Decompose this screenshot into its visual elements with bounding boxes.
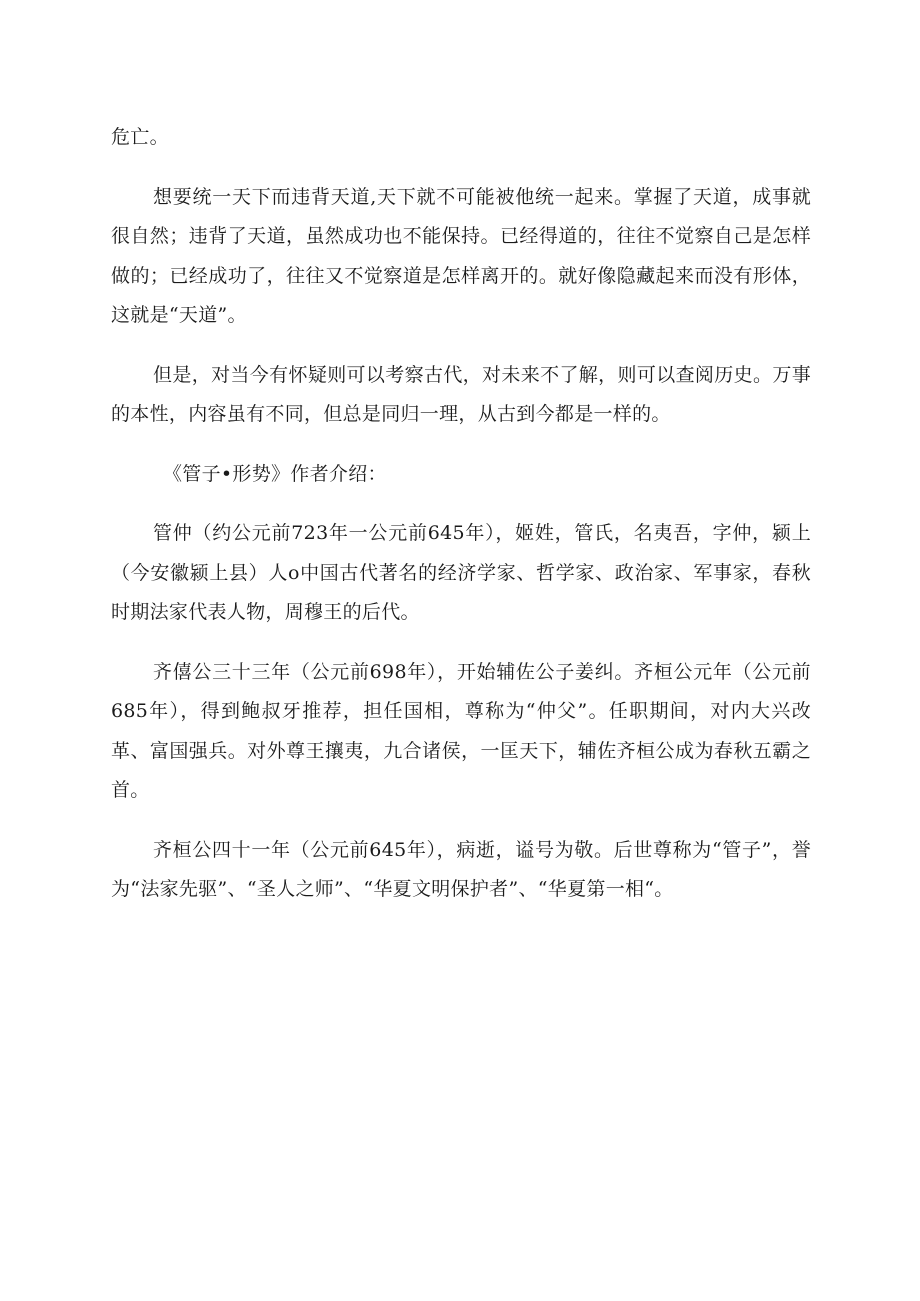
document-body	[111, 118, 811, 930]
author-intro-heading: 《管子•形势》作者介绍：	[163, 462, 387, 485]
paragraph-guanzhong-death: 齐桓公四十一年（公元前645年），病逝，谥号为敬。后世尊称为“管子”，誉为“法家先驱”、“圣人之师”、“华夏文明保护者”、“华夏第一相“。	[111, 838, 811, 900]
paragraph-tiandao: 想要统一天下而违背天道,天下就不可能被他统一起来。掌握了天道，成事就很自然；违背了天道，虽然成功也不能保持。已经得道的，往往不觉察自己是怎样做的；已经成功了，往往又不觉察道是怎样离开的。就好像隐藏起来而没有形体，这就是“天道”。	[111, 185, 811, 326]
paragraph-history: 但是，对当今有怀疑则可以考察古代，对未来不了解，则可以查阅历史。万事的本性，内容虽有不同，但总是同归一理，从古到今都是一样的。	[111, 363, 811, 425]
paragraph-guanzhong-career: 齐僖公三十三年（公元前698年），开始辅佐公子姜纠。齐桓公元年（公元前685年），得到鲍叔牙推荐，担任国相，尊称为“仲父”。任职期间，对内大兴改革、富国强兵。对外尊王攘夷，九合诸侯，一匡天下，辅佐齐桓公成为春秋五霸之首。	[111, 660, 811, 801]
paragraph-continuation: 危亡。	[111, 126, 169, 148]
paragraph-guanzhong-bio: 管仲（约公元前723年一公元前645年），姬姓，管氏，名夷吾，字仲，颍上（今安徽颍上县）人o中国古代著名的经济学家、哲学家、政治家、军事家，春秋时期法家代表人物，周穆王的后代。	[111, 522, 811, 623]
